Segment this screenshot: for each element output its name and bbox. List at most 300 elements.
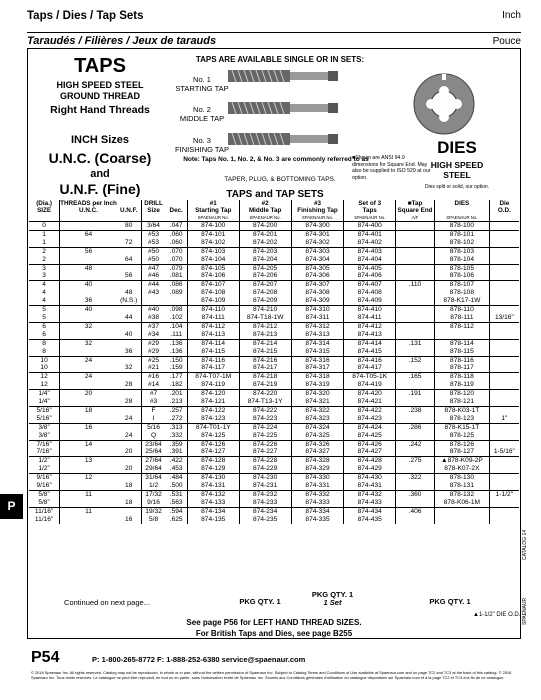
cell-5: 874-T01-1Y (187, 423, 239, 431)
cell-3: #43 (141, 289, 165, 297)
cell-0: 2 (42, 255, 46, 263)
cell-1 (60, 516, 117, 524)
col-header-h3-5: SPAENAUR No. (187, 214, 239, 222)
cell-od (489, 423, 519, 431)
taps-subtitle (30, 80, 170, 102)
cell-3: 29/64 (141, 465, 165, 473)
tap-sets-title: TAPS and TAP SETS (226, 189, 324, 200)
cell-sq: .238 (395, 406, 434, 414)
cell-3: #3 (141, 398, 165, 406)
cell-od (489, 297, 519, 305)
cell-4: .332 (169, 431, 183, 439)
cell-2: 40 (125, 330, 133, 338)
cell-0: 10 (40, 364, 48, 372)
cell-sq (395, 398, 434, 406)
cell-sq (395, 230, 434, 238)
cell-5: 874-103 (187, 247, 239, 255)
cell-die: 878-115 (435, 348, 490, 356)
table-row (29, 373, 519, 381)
taps-title: TAPS (74, 55, 126, 77)
cell-6: 874-231 (239, 482, 291, 490)
cell-die: 878-127 (435, 448, 490, 456)
cell-2 (117, 264, 141, 272)
cell-2 (117, 491, 141, 499)
cell-sq (395, 516, 434, 524)
cell-sq: .322 (395, 474, 434, 482)
cell-5: 874-115 (187, 348, 239, 356)
cell-sq (395, 272, 434, 280)
cell-5: 874-119 (187, 381, 239, 389)
col-header-h1-8: Set of 3 (344, 200, 396, 207)
cell-6: 874-234 (239, 507, 291, 515)
cell-die: 878-121 (435, 398, 490, 406)
pkg-qty-dies: PKG QTY. 1 (429, 597, 471, 606)
cell-7: 874-326 (291, 440, 344, 448)
cell-7: 874-314 (291, 339, 344, 347)
cell-1: 20 (60, 390, 117, 398)
cell-6: 874-222 (239, 406, 291, 414)
cell-7: 874-318 (291, 373, 344, 381)
cell-5: 874-121 (187, 398, 239, 406)
cell-die: 878-104 (435, 256, 490, 264)
cell-1: 64 (60, 230, 117, 238)
cell-die: 878-K07-2X (435, 465, 490, 473)
cell-od (489, 306, 519, 314)
cell-6: 874-208 (239, 289, 291, 297)
cell-0: 5/8" (38, 498, 50, 506)
cell-5: 874-113 (187, 331, 239, 339)
cell-2 (117, 406, 141, 414)
col-header-h3-6: SPAENAUR No. (239, 214, 291, 222)
cell-od (489, 432, 519, 440)
cell-2: 64 (125, 255, 133, 263)
cell-2: 28 (125, 381, 133, 389)
cell-1 (60, 272, 117, 280)
cell-4: .272 (169, 414, 183, 422)
sets-note: Note: Taps No. 1, No. 2, & No. 3 are commonly referred to as (183, 156, 369, 163)
cell-4: .313 (166, 423, 188, 431)
cell-1: 11 (60, 507, 117, 515)
tap3-no: No. 3 (193, 136, 211, 145)
cell-sq (395, 256, 434, 264)
cell-0: 10 (29, 356, 60, 364)
cell-4: .070 (166, 247, 188, 255)
table-row (29, 448, 519, 456)
cell-6: 874-215 (239, 348, 291, 356)
col-header-h1-3: DRILL (141, 200, 165, 207)
cell-1 (60, 256, 117, 264)
cell-7: 874-332 (291, 491, 344, 499)
cell-1 (60, 415, 117, 423)
cell-3: 1/2 (141, 482, 165, 490)
cell-4: .104 (166, 322, 188, 330)
col-header-h1-10: DIES (435, 200, 490, 207)
col-header-h1-2 (117, 200, 141, 207)
cell-3: I (141, 415, 165, 423)
col-header-h2-2: U.N.F. (119, 207, 138, 214)
cell-sq: .131 (395, 339, 434, 347)
page-number: P54 (31, 649, 60, 666)
cell-6: 874-230 (239, 474, 291, 482)
cell-3: 31/64 (141, 474, 165, 482)
cell-2: 56 (125, 272, 133, 280)
cell-5: 874-131 (187, 482, 239, 490)
cell-0: 4 (42, 297, 46, 305)
cell-3: F (141, 406, 165, 414)
unc-label: U.N.C. (Coarse) (48, 150, 152, 166)
cell-2 (117, 373, 141, 381)
cell-6: 874-225 (239, 432, 291, 440)
cell-sq: .191 (395, 390, 434, 398)
cell-4: .391 (169, 448, 183, 456)
tap1-name: STARTING TAP (175, 84, 229, 93)
square-end-note: ■Shown are ANSI 94.9 dimensions for Square End. May also be supplied to ISO 529 at our option. (352, 155, 431, 181)
cell-2 (117, 339, 141, 347)
cell-2: 18 (125, 482, 133, 490)
cell-sq (395, 364, 434, 372)
cell-2 (117, 281, 141, 289)
cell-1 (60, 364, 117, 372)
page-header (27, 10, 521, 22)
cell-6: 874-212 (239, 322, 291, 330)
cell-1: 48 (60, 264, 117, 272)
cell-1: 36 (60, 297, 117, 305)
cell-7: 874-319 (291, 381, 344, 389)
see-b255: For British Taps and Dies, see page B255 (195, 629, 353, 638)
cell-od (489, 465, 519, 473)
cell-6: 874-232 (239, 491, 291, 499)
dies-title: DIES (437, 138, 477, 157)
cell-5: 874-114 (187, 339, 239, 347)
cell-1: 32 (60, 322, 117, 330)
cell-0: 4 (29, 281, 60, 289)
cell-6: 874-209 (239, 297, 291, 305)
cell-od (489, 482, 519, 490)
cell-6: 874-228 (239, 457, 291, 465)
cell-die: 878-117 (435, 364, 490, 372)
cell-7: 874-328 (291, 457, 344, 465)
cell-2: 32 (125, 364, 133, 372)
cell-0: 3/8" (29, 423, 60, 431)
cell-5: 874-134 (187, 507, 239, 515)
table-row (29, 247, 519, 255)
cell-6: 874-203 (239, 247, 291, 255)
cell-5: 874-112 (187, 322, 239, 330)
cell-7: 874-335 (291, 516, 344, 524)
cell-8: 874-417 (344, 364, 396, 372)
cell-sq (395, 348, 434, 356)
col-header-h3-9: A/F (395, 214, 434, 222)
cell-od (489, 222, 519, 231)
cell-od: 1" (489, 415, 519, 423)
cell-sq: .275 (395, 457, 434, 465)
col-header-h3-11 (489, 214, 519, 222)
cell-0: 7/16" (36, 448, 52, 456)
cell-0: 3 (42, 272, 46, 280)
cell-6: 874-204 (239, 256, 291, 264)
cell-8: 874-411 (344, 314, 396, 322)
table-row (29, 272, 519, 280)
cell-od (489, 373, 519, 381)
cell-5: 874-120 (187, 390, 239, 398)
cell-7: 874-333 (291, 499, 344, 507)
continued-note: Continued on next page... (64, 598, 150, 607)
cell-die: 878-114 (435, 339, 490, 347)
cell-od (489, 331, 519, 339)
cell-4: .136 (169, 347, 183, 355)
table-row (29, 474, 519, 482)
cell-4: .070 (169, 255, 183, 263)
cell-die: 878-118 (435, 373, 490, 381)
table-row (29, 491, 519, 499)
cell-6: 874-213 (239, 331, 291, 339)
cell-2: 24 (125, 431, 133, 439)
col-header-h3-3 (141, 214, 165, 222)
cell-5: 874-T07-1M (187, 373, 239, 381)
cell-8: 874-406 (344, 272, 396, 280)
cell-1 (60, 432, 117, 440)
cell-od (489, 381, 519, 389)
cell-5: 874-106 (187, 272, 239, 280)
cell-8: 874-404 (344, 256, 396, 264)
cell-8: 874-427 (344, 448, 396, 456)
cell-sq (395, 322, 434, 330)
cell-sq (395, 415, 434, 423)
cell-3: #34 (141, 331, 165, 339)
table-row (29, 465, 519, 473)
cell-1 (60, 314, 117, 322)
cell-sq: .242 (395, 440, 434, 448)
cell-die: 878-100 (435, 222, 490, 231)
cell-1: 56 (60, 247, 117, 255)
cell-od (489, 289, 519, 297)
cell-sq (395, 264, 434, 272)
cell-od (489, 364, 519, 372)
cell-4: .484 (166, 474, 188, 482)
cell-8: 874-413 (344, 331, 396, 339)
cell-6: 874-220 (239, 390, 291, 398)
cell-od: 1-5/16" (489, 448, 519, 456)
cell-6: 874-235 (239, 516, 291, 524)
tap3-name: FINISHING TAP (175, 145, 229, 154)
see-pages-note (27, 617, 521, 639)
cell-8: 874-405 (344, 264, 396, 272)
cell-7: 874-331 (291, 482, 344, 490)
cell-2: 18 (125, 498, 133, 506)
cell-0: 5 (42, 313, 46, 321)
col-header-h2-3: Size (141, 207, 165, 214)
cell-od (489, 322, 519, 330)
cell-8: 874-430 (344, 474, 396, 482)
cell-4: .213 (169, 398, 183, 406)
cell-5: 874-101 (187, 230, 239, 238)
see-p56: See page P56 for LEFT HAND THREAD SIZES. (186, 618, 362, 627)
cell-3: #50 (141, 256, 165, 264)
cell-1 (60, 398, 117, 406)
cell-0: 1/2" (29, 457, 60, 465)
col-header-h1-4 (166, 200, 188, 207)
cell-8: 874-433 (344, 499, 396, 507)
cell-5: 874-129 (187, 465, 239, 473)
cell-4: .177 (166, 373, 188, 381)
table-row (29, 339, 519, 347)
cell-6: 874-200 (239, 222, 291, 231)
cell-4: .102 (169, 313, 183, 321)
cell-4: .150 (166, 356, 188, 364)
cell-4: .625 (169, 515, 183, 523)
section-tab: P (0, 494, 23, 519)
cell-die: 878-123 (435, 415, 490, 423)
table-row (29, 364, 519, 372)
cell-7: 874-320 (291, 390, 344, 398)
cell-3: #25 (141, 356, 165, 364)
cell-7: 874-305 (291, 264, 344, 272)
cell-0: 1 (29, 230, 60, 238)
cell-7: 874-303 (291, 247, 344, 255)
cell-6: 874-229 (239, 465, 291, 473)
tap1-no: No. 1 (193, 75, 211, 84)
table-row (29, 289, 519, 297)
table-row (29, 432, 519, 440)
table-row (29, 482, 519, 490)
cell-1 (60, 381, 117, 389)
cell-sq (395, 289, 434, 297)
cell-8: 874-414 (344, 339, 396, 347)
cell-sq (395, 448, 434, 456)
cell-2 (117, 322, 141, 330)
cell-3: 19/32 (141, 507, 165, 515)
cell-5: 874-130 (187, 474, 239, 482)
cell-od (489, 339, 519, 347)
cell-5: 874-107 (187, 281, 239, 289)
cell-6: 874-205 (239, 264, 291, 272)
cell-od (489, 348, 519, 356)
cell-4: .098 (166, 306, 188, 314)
cell-5: 874-105 (187, 264, 239, 272)
cell-die: 878-105 (435, 264, 490, 272)
cell-sq: .406 (395, 507, 434, 515)
table-row (29, 239, 519, 247)
taps-table (29, 200, 519, 524)
cell-7: 874-321 (291, 398, 344, 406)
cell-8: 874-402 (344, 239, 396, 247)
cell-7: 874-317 (291, 364, 344, 372)
cell-4: .257 (166, 406, 188, 414)
cell-8: 874-407 (344, 281, 396, 289)
cell-6: 874-224 (239, 423, 291, 431)
cell-7: 874-309 (291, 297, 344, 305)
pkg-qty-sets-label: PKG QTY. 1 (311, 590, 354, 599)
cell-sq (395, 314, 434, 322)
cell-2 (117, 390, 141, 398)
dies-note: Dies split or solid, our option. (424, 184, 490, 190)
col-header-h1-11: Die (489, 200, 519, 207)
cell-3: 3/64 (141, 222, 165, 231)
cell-3: #38 (141, 314, 165, 322)
cell-5: 874-104 (187, 256, 239, 264)
cell-4: .359 (166, 440, 188, 448)
col-header-h2-11: O.D. (489, 207, 519, 214)
cell-2 (117, 457, 141, 465)
table-row (29, 331, 519, 339)
cell-die: 878-106 (435, 272, 490, 280)
cell-0: 9/16" (29, 474, 60, 482)
cell-8: 874-410 (344, 306, 396, 314)
cell-od (489, 239, 519, 247)
cell-2 (117, 230, 141, 238)
cell-7: 874-325 (291, 432, 344, 440)
cell-sq (395, 297, 434, 305)
cell-1: 11 (60, 491, 117, 499)
cell-od (489, 356, 519, 364)
cell-die: 878-132 (435, 491, 490, 499)
cell-1 (60, 348, 117, 356)
cell-0: 3 (29, 264, 60, 272)
col-header-h2-4: Dec. (169, 207, 183, 214)
cell-od (489, 247, 519, 255)
cell-od: 1-1/2" (489, 491, 519, 499)
table-row (29, 281, 519, 289)
middle-tap-image (228, 100, 338, 116)
cell-die: 878-125 (435, 432, 490, 440)
cell-od (489, 230, 519, 238)
finishing-tap-image (228, 131, 338, 147)
cell-7: 874-313 (291, 331, 344, 339)
cell-0: 7/16" (29, 440, 60, 448)
cell-4: .531 (166, 491, 188, 499)
cell-4: .594 (166, 507, 188, 515)
cell-1 (60, 239, 117, 247)
cell-sq (395, 482, 434, 490)
cell-0: 0 (42, 222, 46, 229)
col-header-h3-8: SPAENAUR No. (344, 214, 396, 222)
cell-die: ▲878-K09-2P (435, 457, 490, 465)
cell-die: 878-K03-1T (435, 406, 490, 414)
pkg-qty-taps: PKG QTY. 1 (239, 597, 281, 606)
cell-5: 874-108 (187, 289, 239, 297)
cell-3: Q (141, 432, 165, 440)
cell-3: #50 (141, 247, 165, 255)
cell-7: 874-323 (291, 415, 344, 423)
cell-0: 1/4" (38, 398, 50, 406)
table-row (29, 356, 519, 364)
cell-die: 878-K17-1W (435, 297, 490, 305)
cell-od (489, 507, 519, 515)
cell-6: 874-226 (239, 440, 291, 448)
cell-4: .089 (169, 289, 183, 297)
cell-od (489, 474, 519, 482)
cell-4: .060 (169, 238, 183, 246)
cell-1: 12 (60, 474, 117, 482)
cell-3: 9/16 (141, 499, 165, 507)
cell-1: 16 (60, 423, 117, 431)
col-header-h1-1: THREADS per Inch (60, 200, 117, 207)
cell-6: 874-202 (239, 239, 291, 247)
cell-od (489, 272, 519, 280)
starting-tap-image (228, 68, 338, 84)
cell-5: 874-116 (187, 356, 239, 364)
cell-6: 874-217 (239, 364, 291, 372)
cell-6: 874-219 (239, 381, 291, 389)
cell-3: 5/16 (141, 423, 165, 431)
cell-7: 874-307 (291, 281, 344, 289)
cell-4: .111 (170, 330, 183, 338)
cell-4: .182 (169, 381, 183, 389)
cell-3: 17/32 (141, 491, 165, 499)
cell-5: 874-132 (187, 491, 239, 499)
cell-sq (395, 331, 434, 339)
cell-3: #53 (141, 230, 165, 238)
